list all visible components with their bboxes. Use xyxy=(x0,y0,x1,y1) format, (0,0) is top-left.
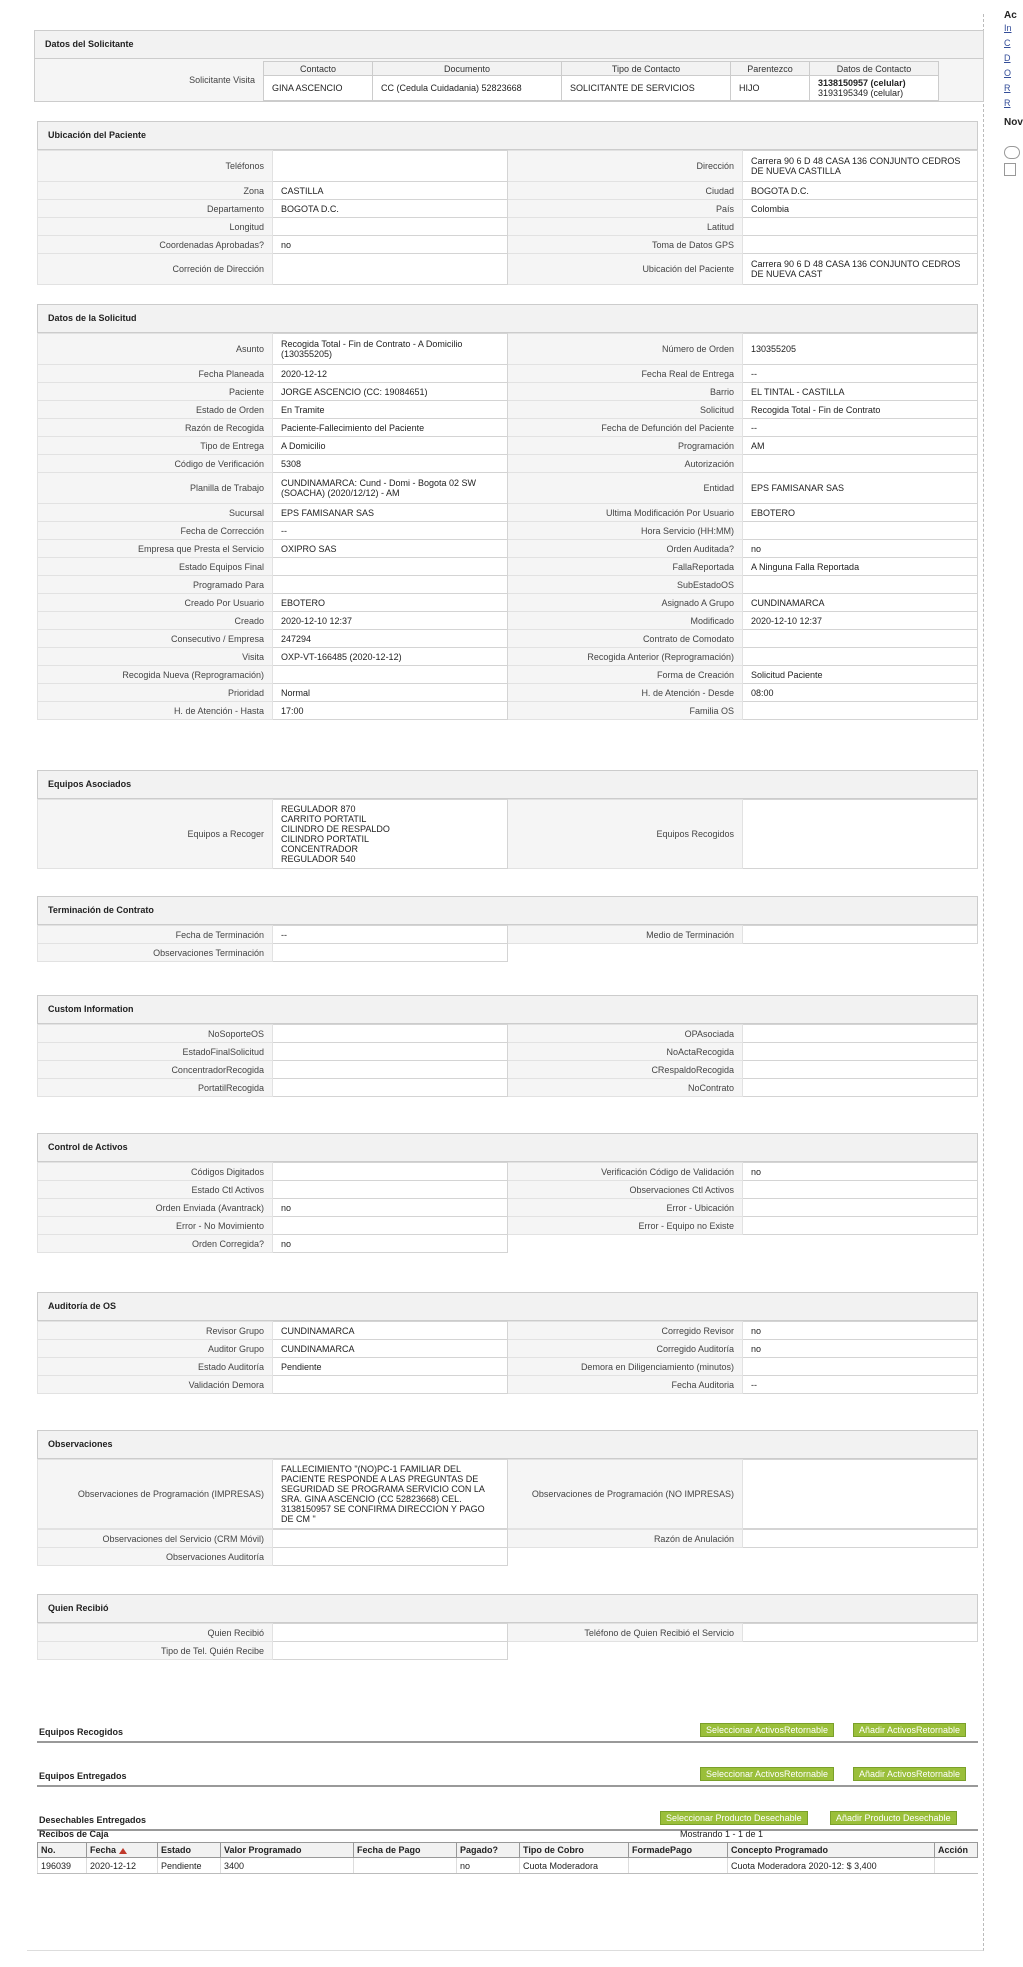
equipo-item: CONCENTRADOR xyxy=(281,844,359,854)
custom-grid xyxy=(37,1024,978,1097)
field-label: Visita xyxy=(38,648,273,666)
field-value xyxy=(743,1199,978,1217)
section-title: Datos del Solicitante xyxy=(35,31,983,59)
field-label: ConcentradorRecogida xyxy=(38,1061,273,1079)
field-label: Error - No Movimiento xyxy=(38,1217,273,1235)
field-value xyxy=(273,666,508,684)
field-value xyxy=(273,1025,508,1043)
col-header: Documento xyxy=(373,62,562,76)
action-link[interactable]: R xyxy=(1004,83,1011,93)
action-link[interactable]: D xyxy=(1004,53,1011,63)
field-value xyxy=(743,1043,978,1061)
empty-cell xyxy=(743,1548,978,1566)
field-value xyxy=(273,576,508,594)
table-cell xyxy=(354,1858,457,1874)
phone-2: 3193195349 (celular) xyxy=(818,88,904,99)
field-value xyxy=(743,455,978,473)
field-label: Demora en Diligenciamiento (minutos) xyxy=(508,1358,743,1376)
field-value: 2020-12-12 xyxy=(273,365,508,383)
field-value: BOGOTA D.C. xyxy=(273,200,508,218)
field-value: Recogida Total - Fin de Contrato xyxy=(743,401,978,419)
field-label: H. de Atención - Hasta xyxy=(38,702,273,720)
datos-contacto-value xyxy=(810,76,939,101)
solicitante-label: Solicitante Visita xyxy=(189,75,255,85)
equipos-recogidos-label: Equipos Recogidos xyxy=(508,800,743,869)
field-label: NoContrato xyxy=(508,1079,743,1097)
field-value xyxy=(743,522,978,540)
field-value xyxy=(273,1642,508,1660)
col-header: Tipo de Contacto xyxy=(562,62,731,76)
col-concepto[interactable]: Concepto Programado xyxy=(728,1843,935,1858)
field-value: EBOTERO xyxy=(743,504,978,522)
field-label: Razón de Recogida xyxy=(38,419,273,437)
section-title: Equipos Asociados xyxy=(37,770,978,799)
field-label: Teléfonos xyxy=(38,151,273,182)
field-label: Coordenadas Aprobadas? xyxy=(38,236,273,254)
field-value: EPS FAMISANAR SAS xyxy=(743,473,978,504)
table-cell xyxy=(935,1858,978,1874)
field-value: 5308 xyxy=(273,455,508,473)
field-label: Asignado A Grupo xyxy=(508,594,743,612)
add-activos-button[interactable]: Añadir ActivosRetornable xyxy=(853,1723,966,1737)
col-header: Contacto xyxy=(264,62,373,76)
field-label: Observaciones Terminación xyxy=(38,944,273,962)
field-value: Recogida Total - Fin de Contrato - A Domicilio (130355205) xyxy=(273,334,508,365)
actions-sidebar xyxy=(1004,10,1023,176)
section-title: Control de Activos xyxy=(37,1133,978,1162)
field-value: En Tramite xyxy=(273,401,508,419)
field-label: Entidad xyxy=(508,473,743,504)
col-tipo-cobro[interactable]: Tipo de Cobro xyxy=(520,1843,629,1858)
field-value xyxy=(743,648,978,666)
field-value xyxy=(743,926,978,944)
field-value xyxy=(743,1025,978,1043)
equipo-item: CILINDRO PORTATIL xyxy=(281,834,370,844)
field-label: Validación Demora xyxy=(38,1376,273,1394)
observaciones-section xyxy=(37,1430,978,1566)
field-label: Auditor Grupo xyxy=(38,1340,273,1358)
terminacion-grid xyxy=(37,925,978,962)
col-header: Datos de Contacto xyxy=(810,62,939,76)
field-value: no xyxy=(743,540,978,558)
field-value: JORGE ASCENCIO (CC: 19084651) xyxy=(273,383,508,401)
empty-cell xyxy=(508,1642,743,1660)
field-value: CUNDINAMARCA xyxy=(273,1322,508,1340)
field-value xyxy=(273,944,508,962)
field-value: 08:00 xyxy=(743,684,978,702)
field-value xyxy=(273,1624,508,1642)
section-title: Quien Recibió xyxy=(37,1594,978,1623)
field-value: EBOTERO xyxy=(273,594,508,612)
field-label: Creado Por Usuario xyxy=(38,594,273,612)
tipo-contacto-value: SOLICITANTE DE SERVICIOS xyxy=(562,76,731,101)
table-cell: 3400 xyxy=(221,1858,354,1874)
field-value xyxy=(273,151,508,182)
field-label: Estado de Orden xyxy=(38,401,273,419)
field-value: OXIPRO SAS xyxy=(273,540,508,558)
field-label: Sucursal xyxy=(38,504,273,522)
field-label: Razón de Anulación xyxy=(508,1530,743,1548)
field-label: Estado Ctl Activos xyxy=(38,1181,273,1199)
field-value: -- xyxy=(743,1376,978,1394)
field-label: Recogida Nueva (Reprogramación) xyxy=(38,666,273,684)
action-link[interactable]: C xyxy=(1004,38,1011,48)
field-value xyxy=(273,1181,508,1199)
equipos-recoger-list xyxy=(273,800,508,869)
phone-1: 3138150957 (celular) xyxy=(818,78,906,89)
field-value: -- xyxy=(743,419,978,437)
field-value: Solicitud Paciente xyxy=(743,666,978,684)
field-label: Contrato de Comodato xyxy=(508,630,743,648)
terminacion-section xyxy=(37,896,978,962)
field-value xyxy=(273,558,508,576)
empty-cell xyxy=(508,944,743,962)
section-title: Terminación de Contrato xyxy=(37,896,978,925)
field-label: Número de Orden xyxy=(508,334,743,365)
field-value: 2020-12-10 12:37 xyxy=(273,612,508,630)
field-label: Tipo de Tel. Quién Recibe xyxy=(38,1642,273,1660)
field-value: Carrera 90 6 D 48 CASA 136 CONJUNTO CEDROS DE NUEVA CASTILLA xyxy=(743,151,978,182)
subsection-title: Equipos Entregados xyxy=(39,1771,127,1781)
field-label: Planilla de Trabajo xyxy=(38,473,273,504)
field-label: Creado xyxy=(38,612,273,630)
field-label: Ultima Modificación Por Usuario xyxy=(508,504,743,522)
field-label: Corregido Auditoría xyxy=(508,1340,743,1358)
field-label: Autorización xyxy=(508,455,743,473)
field-value: no xyxy=(273,236,508,254)
empty-cell xyxy=(508,1235,743,1253)
action-link[interactable]: O xyxy=(1004,68,1012,78)
solicitud-section xyxy=(37,304,978,720)
empty-cell xyxy=(743,1235,978,1253)
field-label: Paciente xyxy=(38,383,273,401)
field-label: Observaciones del Servicio (CRM Móvil) xyxy=(38,1530,273,1548)
col-fecha[interactable] xyxy=(87,1843,158,1858)
section-title: Custom Information xyxy=(37,995,978,1024)
field-label: EstadoFinalSolicitud xyxy=(38,1043,273,1061)
field-label: Zona xyxy=(38,182,273,200)
col-fecha-label: Fecha xyxy=(90,1845,117,1855)
field-label: Dirección xyxy=(508,151,743,182)
field-value: Colombia xyxy=(743,200,978,218)
table-cell: Cuota Moderadora 2020-12: $ 3,400 xyxy=(728,1858,935,1874)
add-activos-button[interactable]: Añadir ActivosRetornable xyxy=(853,1767,966,1781)
equipo-item: REGULADOR 870 xyxy=(281,804,356,814)
field-value: 130355205 xyxy=(743,334,978,365)
field-value: Carrera 90 6 D 48 CASA 136 CONJUNTO CEDROS DE NUEVA CAST xyxy=(743,254,978,285)
observaciones-grid xyxy=(37,1529,978,1566)
select-activos-button[interactable]: Seleccionar ActivosRetornable xyxy=(700,1723,834,1737)
field-label: FallaReportada xyxy=(508,558,743,576)
field-label: Toma de Datos GPS xyxy=(508,236,743,254)
field-value: Normal xyxy=(273,684,508,702)
select-producto-button[interactable]: Seleccionar Producto Desechable xyxy=(660,1811,808,1825)
field-label: Observaciones Ctl Activos xyxy=(508,1181,743,1199)
toggle-control[interactable] xyxy=(1004,146,1020,159)
field-label: Latitud xyxy=(508,218,743,236)
field-value: Paciente-Fallecimiento del Paciente xyxy=(273,419,508,437)
field-label: Forma de Creación xyxy=(508,666,743,684)
equipos-section xyxy=(37,770,978,869)
field-label: NoSoporteOS xyxy=(38,1025,273,1043)
field-value xyxy=(273,254,508,285)
documento-value: CC (Cedula Cuidadania) 52823668 xyxy=(373,76,562,101)
col-forma-pago[interactable]: FormadePago xyxy=(629,1843,728,1858)
add-producto-button[interactable]: Añadir Producto Desechable xyxy=(830,1811,957,1825)
quien-section xyxy=(37,1594,978,1660)
field-value: A Ninguna Falla Reportada xyxy=(743,558,978,576)
field-value xyxy=(273,1530,508,1548)
field-label: Recogida Anterior (Reprogramación) xyxy=(508,648,743,666)
field-value: 247294 xyxy=(273,630,508,648)
field-value: EPS FAMISANAR SAS xyxy=(273,504,508,522)
col-valor[interactable]: Valor Programado xyxy=(221,1843,354,1858)
custom-section xyxy=(37,995,978,1097)
col-pagado[interactable]: Pagado? xyxy=(457,1843,520,1858)
field-label: Empresa que Presta el Servicio xyxy=(38,540,273,558)
field-value: AM xyxy=(743,437,978,455)
field-value xyxy=(743,1061,978,1079)
field-label: Teléfono de Quien Recibió el Servicio xyxy=(508,1624,743,1642)
action-link[interactable]: In xyxy=(1004,23,1012,33)
order-detail-panel xyxy=(27,14,984,1951)
field-value xyxy=(743,630,978,648)
field-value: CASTILLA xyxy=(273,182,508,200)
field-label: Fecha de Terminación xyxy=(38,926,273,944)
actions-title: Ac xyxy=(1004,10,1017,21)
field-value: no xyxy=(743,1340,978,1358)
recibos-title: Recibos de Caja xyxy=(39,1829,109,1839)
action-link[interactable]: R xyxy=(1004,98,1011,108)
field-value xyxy=(743,576,978,594)
field-label: Fecha Real de Entrega xyxy=(508,365,743,383)
field-value xyxy=(273,1376,508,1394)
field-value: no xyxy=(273,1235,508,1253)
field-value: CUNDINAMARCA xyxy=(273,1340,508,1358)
subsection-title: Equipos Recogidos xyxy=(39,1727,124,1737)
table-cell: Pendiente xyxy=(158,1858,221,1874)
control-section xyxy=(37,1133,978,1253)
obs-impresas-value: FALLECIMIENTO "(NO)PC-1 FAMILIAR DEL PACIENTE RESPONDE A LAS PREGUNTAS DE SEGURIDAD SE PROGRAMA SERVICIO CON LA SRA. GINA ASCENCIO (CC 52823668) CEL. 3138150957 SE CONFIRMA DIRECCION Y PAGO DE CM " xyxy=(273,1460,508,1529)
field-label: Fecha Auditoria xyxy=(508,1376,743,1394)
field-label: Códigos Digitados xyxy=(38,1163,273,1181)
empty-cell xyxy=(508,1548,743,1566)
field-label: OPAsociada xyxy=(508,1025,743,1043)
field-label: Corregido Revisor xyxy=(508,1322,743,1340)
field-label: H. de Atención - Desde xyxy=(508,684,743,702)
field-label: Error - Equipo no Existe xyxy=(508,1217,743,1235)
obs-no-impresas-label: Observaciones de Programación (NO IMPRESAS) xyxy=(508,1460,743,1529)
select-activos-button[interactable]: Seleccionar ActivosRetornable xyxy=(700,1767,834,1781)
novedades-title: Nov xyxy=(1004,117,1023,128)
col-estado[interactable]: Estado xyxy=(158,1843,221,1858)
field-label: Código de Verificación xyxy=(38,455,273,473)
field-label: Estado Equipos Final xyxy=(38,558,273,576)
contacto-value: GINA ASCENCIO xyxy=(264,76,373,101)
auditoria-grid xyxy=(37,1321,978,1394)
field-label: Revisor Grupo xyxy=(38,1322,273,1340)
ubicacion-section xyxy=(37,121,978,285)
field-label: Orden Auditada? xyxy=(508,540,743,558)
field-value: EL TINTAL - CASTILLA xyxy=(743,383,978,401)
subsection-title: Desechables Entregados xyxy=(39,1815,147,1825)
field-label: CRespaldoRecogida xyxy=(508,1061,743,1079)
section-title: Auditoría de OS xyxy=(37,1292,978,1321)
field-label: Fecha Planeada xyxy=(38,365,273,383)
table-cell xyxy=(629,1858,728,1874)
field-label: Ubicación del Paciente xyxy=(508,254,743,285)
field-value: Pendiente xyxy=(273,1358,508,1376)
field-value: CUNDINAMARCA: Cund - Domi - Bogota 02 SW (SOACHA) (2020/12/12) - AM xyxy=(273,473,508,504)
field-value xyxy=(273,1043,508,1061)
equipo-item: CARRITO PORTATIL xyxy=(281,814,367,824)
field-value: 17:00 xyxy=(273,702,508,720)
equipos-recoger-label: Equipos a Recoger xyxy=(38,800,273,869)
field-label: País xyxy=(508,200,743,218)
field-value xyxy=(743,1181,978,1199)
field-label: Hora Servicio (HH:MM) xyxy=(508,522,743,540)
field-label: PortatilRecogida xyxy=(38,1079,273,1097)
field-value: -- xyxy=(273,926,508,944)
field-value: 2020-12-10 12:37 xyxy=(743,612,978,630)
field-label: Orden Corregida? xyxy=(38,1235,273,1253)
field-label: NoActaRecogida xyxy=(508,1043,743,1061)
field-label: Fecha de Corrección xyxy=(38,522,273,540)
empty-cell xyxy=(743,944,978,962)
field-label: Tipo de Entrega xyxy=(38,437,273,455)
field-label: Orden Enviada (Avantrack) xyxy=(38,1199,273,1217)
section-title: Datos de la Solicitud xyxy=(37,304,978,333)
field-label: Correción de Dirección xyxy=(38,254,273,285)
field-value xyxy=(273,1061,508,1079)
field-value xyxy=(273,1163,508,1181)
field-value xyxy=(743,1358,978,1376)
field-label: Departamento xyxy=(38,200,273,218)
auditoria-section xyxy=(37,1292,978,1394)
solicitud-grid xyxy=(37,333,978,720)
field-value xyxy=(273,1079,508,1097)
obs-no-impresas-value xyxy=(743,1460,978,1529)
control-grid xyxy=(37,1162,978,1253)
field-label: Verificación Código de Validación xyxy=(508,1163,743,1181)
field-value xyxy=(273,1548,508,1566)
field-label: Prioridad xyxy=(38,684,273,702)
pagination-count: Mostrando 1 - 1 de 1 xyxy=(680,1829,764,1839)
table-row xyxy=(38,1858,978,1874)
field-label: Programación xyxy=(508,437,743,455)
table-cell: 2020-12-12 xyxy=(87,1858,158,1874)
field-label: Consecutivo / Empresa xyxy=(38,630,273,648)
field-label: Longitud xyxy=(38,218,273,236)
field-value xyxy=(743,702,978,720)
field-label: Modificado xyxy=(508,612,743,630)
quien-grid xyxy=(37,1623,978,1660)
field-label: Observaciones Auditoría xyxy=(38,1548,273,1566)
field-value: no xyxy=(743,1163,978,1181)
parentezco-value: HIJO xyxy=(731,76,810,101)
equipos-recogidos-value xyxy=(743,800,978,869)
field-label: Ciudad xyxy=(508,182,743,200)
empty-cell xyxy=(743,1642,978,1660)
field-label: Medio de Terminación xyxy=(508,926,743,944)
field-label: Familia OS xyxy=(508,702,743,720)
field-value: BOGOTA D.C. xyxy=(743,182,978,200)
field-value: -- xyxy=(743,365,978,383)
field-value xyxy=(743,236,978,254)
field-label: Programado Para xyxy=(38,576,273,594)
field-value: A Domicilio xyxy=(273,437,508,455)
field-value xyxy=(743,1530,978,1548)
field-label: Fecha de Defunción del Paciente xyxy=(508,419,743,437)
field-value xyxy=(273,1217,508,1235)
col-fecha-pago[interactable]: Fecha de Pago xyxy=(354,1843,457,1858)
field-value: no xyxy=(743,1322,978,1340)
col-no[interactable]: No. xyxy=(38,1843,87,1858)
table-cell: 196039 xyxy=(38,1858,87,1874)
field-label: Error - Ubicación xyxy=(508,1199,743,1217)
field-label: Solicitud xyxy=(508,401,743,419)
field-value: OXP-VT-166485 (2020-12-12) xyxy=(273,648,508,666)
solicitante-section xyxy=(34,30,984,102)
field-label: Estado Auditoría xyxy=(38,1358,273,1376)
section-title: Ubicación del Paciente xyxy=(37,121,978,150)
field-value: no xyxy=(273,1199,508,1217)
field-value xyxy=(743,1079,978,1097)
col-header: Parentezco xyxy=(731,62,810,76)
solicitante-table xyxy=(263,61,939,101)
field-label: Asunto xyxy=(38,334,273,365)
field-label: SubEstadoOS xyxy=(508,576,743,594)
col-accion: Acción xyxy=(935,1843,978,1858)
sort-ascending-icon xyxy=(119,1848,127,1854)
table-cell: Cuota Moderadora xyxy=(520,1858,629,1874)
equipo-item: CILINDRO DE RESPALDO xyxy=(281,824,390,834)
field-value: -- xyxy=(273,522,508,540)
field-value xyxy=(743,1217,978,1235)
field-label: Barrio xyxy=(508,383,743,401)
recibos-table xyxy=(37,1842,978,1874)
field-value xyxy=(743,1624,978,1642)
obs-impresas-label: Observaciones de Programación (IMPRESAS) xyxy=(38,1460,273,1529)
field-value: CUNDINAMARCA xyxy=(743,594,978,612)
checkbox[interactable] xyxy=(1004,163,1016,176)
section-title: Observaciones xyxy=(37,1430,978,1459)
field-label: Quien Recibió xyxy=(38,1624,273,1642)
field-value xyxy=(743,218,978,236)
table-cell: no xyxy=(457,1858,520,1874)
equipo-item: REGULADOR 540 xyxy=(281,854,356,864)
field-value xyxy=(273,218,508,236)
ubicacion-grid xyxy=(37,150,978,285)
